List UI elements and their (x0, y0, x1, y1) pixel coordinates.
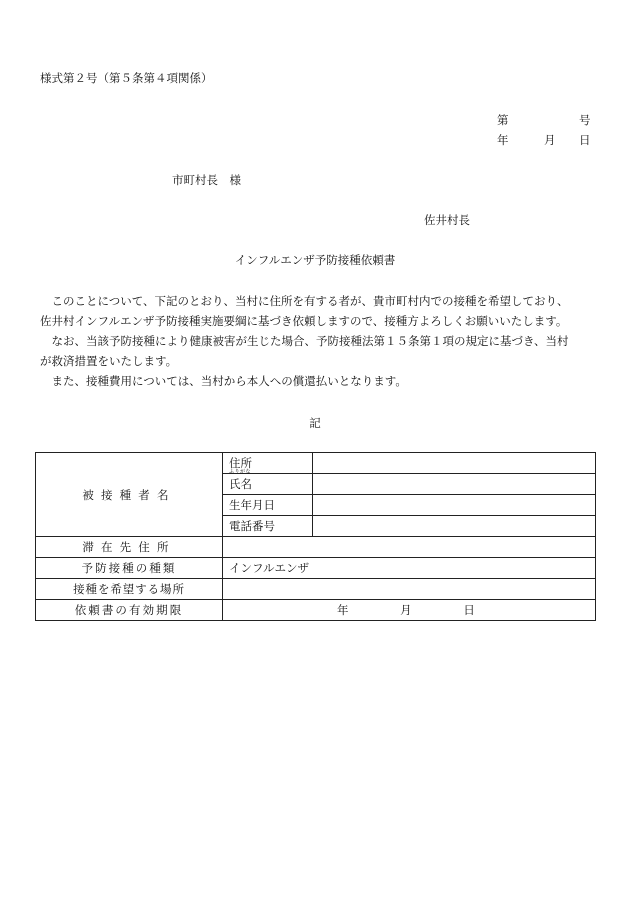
number-prefix: 第 (497, 113, 509, 127)
validity-month: 月 (400, 603, 412, 617)
field-name-label (223, 469, 313, 495)
field-address-label: 住所 (223, 453, 313, 474)
field-phone-value[interactable] (313, 516, 596, 537)
request-table (35, 452, 596, 621)
sender: 佐井村長 (424, 213, 470, 227)
body-line: が救済措置をいたします。 (40, 354, 178, 368)
ki-heading: 記 (309, 416, 321, 430)
body-line: また、接種費用については、当村から本人への償還払いとなります。 (40, 374, 407, 388)
validity-label: 依頼書の有効期限 (36, 600, 223, 621)
validity-day: 日 (463, 603, 475, 617)
body-line: 佐井村インフルエンザ予防接種実施要綱に基づき依頼しますので、接種方よろしくお願いいたします。 (40, 314, 568, 328)
date-month: 月 (544, 133, 556, 147)
name-ruby (229, 469, 252, 492)
body-line: なお、当該予防接種により健康被害が生じた場合、予防接種法第１５条第１項の規定に基づき、当村 (40, 334, 569, 348)
vaccine-type-label: 予防接種の種類 (36, 558, 223, 579)
validity-year: 年 (337, 603, 349, 617)
name-label-text: 氏名 (229, 477, 252, 491)
field-address-value[interactable] (313, 453, 596, 474)
addressee: 市町村長 様 (172, 173, 241, 187)
field-birthdate-value[interactable] (313, 495, 596, 516)
stay-address-value[interactable] (223, 537, 596, 558)
furigana-label: ふりがな (229, 469, 252, 475)
date-day: 日 (579, 133, 591, 147)
field-name-value[interactable] (313, 474, 596, 495)
number-suffix: 号 (579, 113, 591, 127)
validity-date[interactable] (223, 600, 596, 621)
date-year: 年 (497, 133, 509, 147)
place-label: 接種を希望する場所 (36, 579, 223, 600)
person-label: 被接種者名 (36, 453, 223, 537)
vaccine-type-value: インフルエンザ (223, 558, 596, 579)
field-birthdate-label: 生年月日 (223, 495, 313, 516)
body-line: このことについて、下記のとおり、当村に住所を有する者が、貴市町村内での接種を希望しており、 (40, 294, 569, 308)
field-phone-label: 電話番号 (223, 516, 313, 537)
stay-address-label: 滞在先住所 (36, 537, 223, 558)
document-title: インフルエンザ予防接種依頼書 (234, 253, 396, 267)
form-label: 様式第２号（第５条第４項関係） (40, 71, 213, 85)
body-text (40, 291, 600, 391)
place-value[interactable] (223, 579, 596, 600)
